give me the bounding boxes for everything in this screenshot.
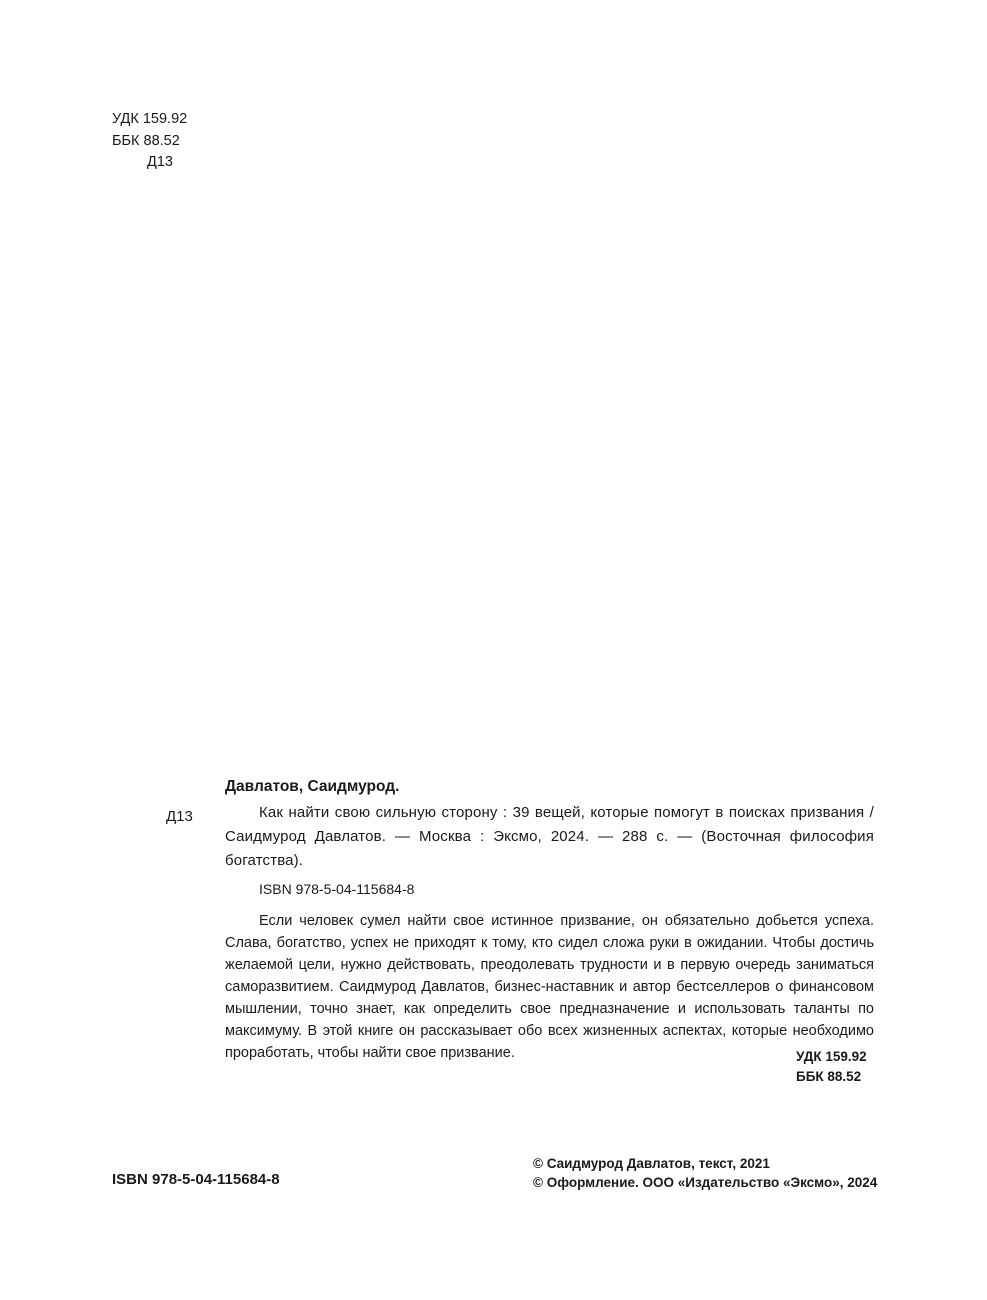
author-mark-top: Д13 bbox=[147, 154, 173, 170]
isbn-main: ISBN 978-5-04-115684-8 bbox=[112, 1171, 280, 1188]
udk-code-top: УДК 159.92 bbox=[112, 111, 188, 127]
catalog-author-mark: Д13 bbox=[166, 808, 193, 825]
copyright-text: © Саидмурод Давлатов, текст, 2021 bbox=[533, 1156, 770, 1171]
bibliographic-description: Как найти свою сильную сторону : 39 вещей, которые помогут в поисках призвания / Саидмурод Давлатов. — Москва : Эксмо, 2024. — 288 с. — (Восточная философия богатства). bbox=[225, 804, 874, 869]
udk-code-bottom: УДК 159.92 bbox=[796, 1049, 867, 1064]
catalog-isbn: ISBN 978-5-04-115684-8 bbox=[259, 881, 415, 897]
catalog-author: Давлатов, Саидмурод. bbox=[225, 778, 400, 795]
bbk-code-top: ББК 88.52 bbox=[112, 133, 180, 149]
book-annotation: Если человек сумел найти свое истинное призвание, он обязательно добьется успеха. Слава, богатство, успех не приходят к тому, кто сидел сложа руки в ожидании. Чтобы достичь желаемой цели, нужно действовать, преодолевать трудности и в первую очередь заниматься саморазвитием. Саидмурод Давлатов, бизнес-наставник и автор бестселлеров о финансовом мышлении, точно знает, как определить свое предназначение и использовать таланты по максимуму. В этой книге он рассказывает обо всех жизненных аспектах, которые необходимо проработать, чтобы найти свое призвание. bbox=[225, 913, 874, 1061]
copyright-design: © Оформление. ООО «Издательство «Эксмо», 2024 bbox=[533, 1175, 878, 1190]
bbk-code-bottom: ББК 88.52 bbox=[796, 1069, 862, 1084]
